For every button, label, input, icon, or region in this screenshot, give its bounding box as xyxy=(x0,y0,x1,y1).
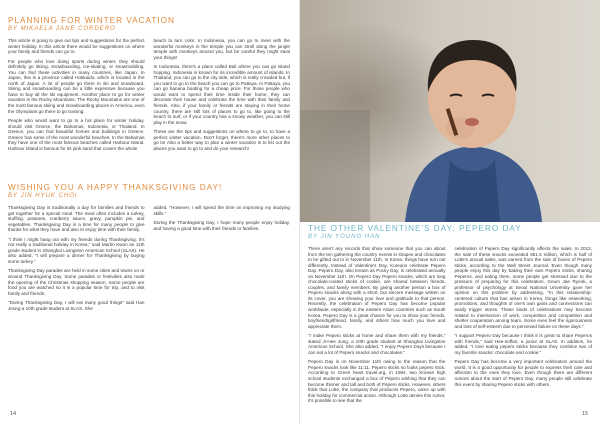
paragraph: beach to turn color. In Indonesia, you can go to meet with the wonderful monkeys in the temple you can stroll along the jungle temple with monkeys around you, but be careful they might steal your things! xyxy=(153,38,290,60)
right-page xyxy=(300,0,600,424)
article-columns xyxy=(8,38,290,155)
article-winter-vacation xyxy=(8,16,290,181)
paragraph: Pepero Day is on November 11th owing to the reason that the Pepero snacks look like 11:11. Pepero sticks so looks pepero stick. According to Green heart travel.org, in 1994, two Korean high school students exchanged a box of Pepero wishing that they can become thinner and tall and both of Pepero sticks. However, others think that Lotte, the company that produces Pepero, came up with this holiday for commercial action. Although Lotte denies this rumor, it's possible to see that the xyxy=(308,359,446,404)
article-title: WISHING YOU A HAPPY THANKSGIVING DAY! xyxy=(8,183,223,192)
paragraph: During the Thanksgiving Day, I hope many people enjoy holiday, and having a good time with their friends or families. xyxy=(153,220,290,231)
article-byline: BY JIN YOUNG HAN xyxy=(308,234,381,240)
article-column-2 xyxy=(154,38,291,155)
child-eating-pepero-photo xyxy=(300,0,600,222)
paragraph: People who would want to go to a hot place for winter holiday, should visit Greece, the Bahamas, Indonesia, or Thailand. In Greece, you can find beautiful homes and buildings in Greece. Greece has some of the most wonderful beaches. In the Bahamas they have one of the most famous beaches called Harbour Island. Harbour Island is famous for its pink sand that covers the whole xyxy=(8,118,145,151)
article-columns xyxy=(8,205,290,315)
article-byline: BY JIN HYUK CHOI xyxy=(8,193,78,199)
paragraph: "I support Pepero Day because I think it is great to share Peperos with friends," said Hee-soffan, a junior at SLAS. In addition, he added, "I love eating pepero sticks because they combine two of my favorite snacks: chocolate and cookie." xyxy=(454,333,592,355)
article-column-1 xyxy=(8,205,145,315)
article-column-1 xyxy=(8,38,145,155)
article-thanksgiving xyxy=(8,183,290,315)
paragraph: Thanksgiving Day is traditionally a day for families and friends to get together for a special meal. The meal often includes a turkey, stuffing, potatoes, cranberry sauce, gravy, pumpkin pie, and vegetables. Thanksgiving Day is a time for many people to give thanks for what they have and also to enjoy time with their family. xyxy=(8,205,145,233)
paragraph: These are the tips and suggestions on where to go to, to have a perfect winter vacation. Don't forget, there's more other places to go to! Also a better way to plan a winter vacation is to list out the places you want to go to and do your research! xyxy=(153,129,290,151)
paragraph: In Indonesia, there's a place called Bali where you can go island hopping. Indonesia is known for its incredible amount of islands. In Thailand, you can go to the city side, which is really crowded but, if you want to go to the beach you can go to Pattaya. In Pattaya, you can go banana boating for a cheap price. For those people who would want to spend their time inside their home, they can decorate their house and celebrate the time with their family and friends. Also, if your family or friends are staying in their home country, there are still lots of places to go to, like going to the beach to surf, or if your country has a snowy weather, you can still play in the snow. xyxy=(153,64,290,125)
article-byline: BY MIKAELA JANE CORDERO xyxy=(8,26,116,32)
article-title: PLANNING FOR WINTER VACATION xyxy=(8,16,175,25)
article-column-2 xyxy=(154,205,291,315)
paragraph: Pepero Day has become a very important celebration around the world. It is a good opportunity for people to express their care and affection to the ones they love. Even though there are different rumors about the start of Pepero Day, many people still celebrate this event by sharing Pepero sticks with others. xyxy=(454,359,592,387)
paragraph: added, "However, I will spend the time on improving my studying skills." xyxy=(153,205,290,216)
paragraph: "During Thanksgiving Day, I will eat many good things" said Han Jeong a 10th grade student at SLAS. She xyxy=(8,300,145,311)
article-column-2 xyxy=(455,246,593,408)
article-columns xyxy=(308,246,592,408)
article-title: THE OTHER VALENTINE'S DAY: PEPERO DAY xyxy=(308,224,522,233)
article-column-1 xyxy=(308,246,446,408)
paragraph: celebration of Pepero Day significantly affects the sales. In 2012, the sale of these snacks exceeded 581.6 million, which is half of Lotte's annual sales, was earned from the sale of boxes of Pepero sticks, according to the Wall Street Journal. Even though many people enjoy this day by baking their own Pepero sticks, sharing Peperos, and eating them, some people get stressed due to the pressure of preparing for this celebration. Geum Jae Ryeok, a professor of psychology at Seoul National University gave her opinion on this problem by addressing, "In this relationship-centered culture that has arisen in Korea, things like networking, promotions, and thoughts of one's own gains and connections can easily trigger stress. These kinds of celebrations may become related to intersection of work, competition and competition and shelter cooperation among team. Some even feel the rigorousness and loss of self-esteem due to perceived failure on these days." xyxy=(454,246,592,329)
paragraph: "I think I might hang out with my friends during Thanksgiving. It's not really a traditional holiday in Korea," said Martin Kwon an 11th grade student in Shanghai Livingston American School (SLAS). He also added, "I will prepare a dinner for Thanksgiving by buying some turkey." xyxy=(8,236,145,264)
page-number: 15 xyxy=(581,411,588,417)
paragraph: Thanksgiving Day parades are held in some cities and towns on or around Thanksgiving Day. Some parades or festivities also mark the opening of the Christmas shopping season. Some people are food you are watched so it is a popular time for trip, and to visit family and friends. xyxy=(8,268,145,296)
paragraph: There aren't any records that show someone that you can about from the ten gathering the country events in shapes and chocolates to be gifted out to in November 11th. In Korea, things have turn out differently. Instead of Valentine's Day, Koreans celebrate Pepero Day. Pepero Day, also known as Pocky Day, is celebrated annually on November 11th. On Pepero Day Pepero snacks, which are long chocolate-coated sticks of cookie, are shared between friends, couples, and family members. By giving another person a box of Pepero snacks along with a short, but sincere message written on its cover, you are showing your love and gratitude to that person. Recently, the celebration of Pepero Day has become popular worldwide, especially in the eastern Asian countries such as South Korea. Pepero Day is a great chance for you to show your friends, boyfriend/girlfriend, family, and others how much you love and appreciate them. xyxy=(308,246,446,329)
article-pepero-day xyxy=(308,224,592,408)
paragraph: "I make Pepero sticks at home and share them with my friends," stated Ji-Hee Jung, a 10th grade student at Shanghai Livingston American School. She also added, "I enjoy Pepero Days because I can eat a lot of Pepero snacks and chocolates." xyxy=(308,333,446,355)
paragraph: This article is going to give out tips and suggestions for the perfect winter holiday. In this article there would be suggestions on where your family and friends can go to. xyxy=(8,38,145,55)
page-number: 14 xyxy=(10,411,17,417)
paragraph: For people who love doing sports during winter, they should definitely go skiing, snowboarding, ice-skating, or snowmobiling. You can find these activities in many countries, like Japan. In Japan, this is a province called Hokkaido, which is located in the north of Japan. A lot of people go there to ski and snowboard. Skiing and snowboarding can be a little expensive because you have to buy all the ski equipment. Another place to go for winter vacation is the Rocky Mountains. The Rocky Mountains are one of the most famous skiing and snowboarding places in America, even the Olympians go there to go training. xyxy=(8,58,145,114)
